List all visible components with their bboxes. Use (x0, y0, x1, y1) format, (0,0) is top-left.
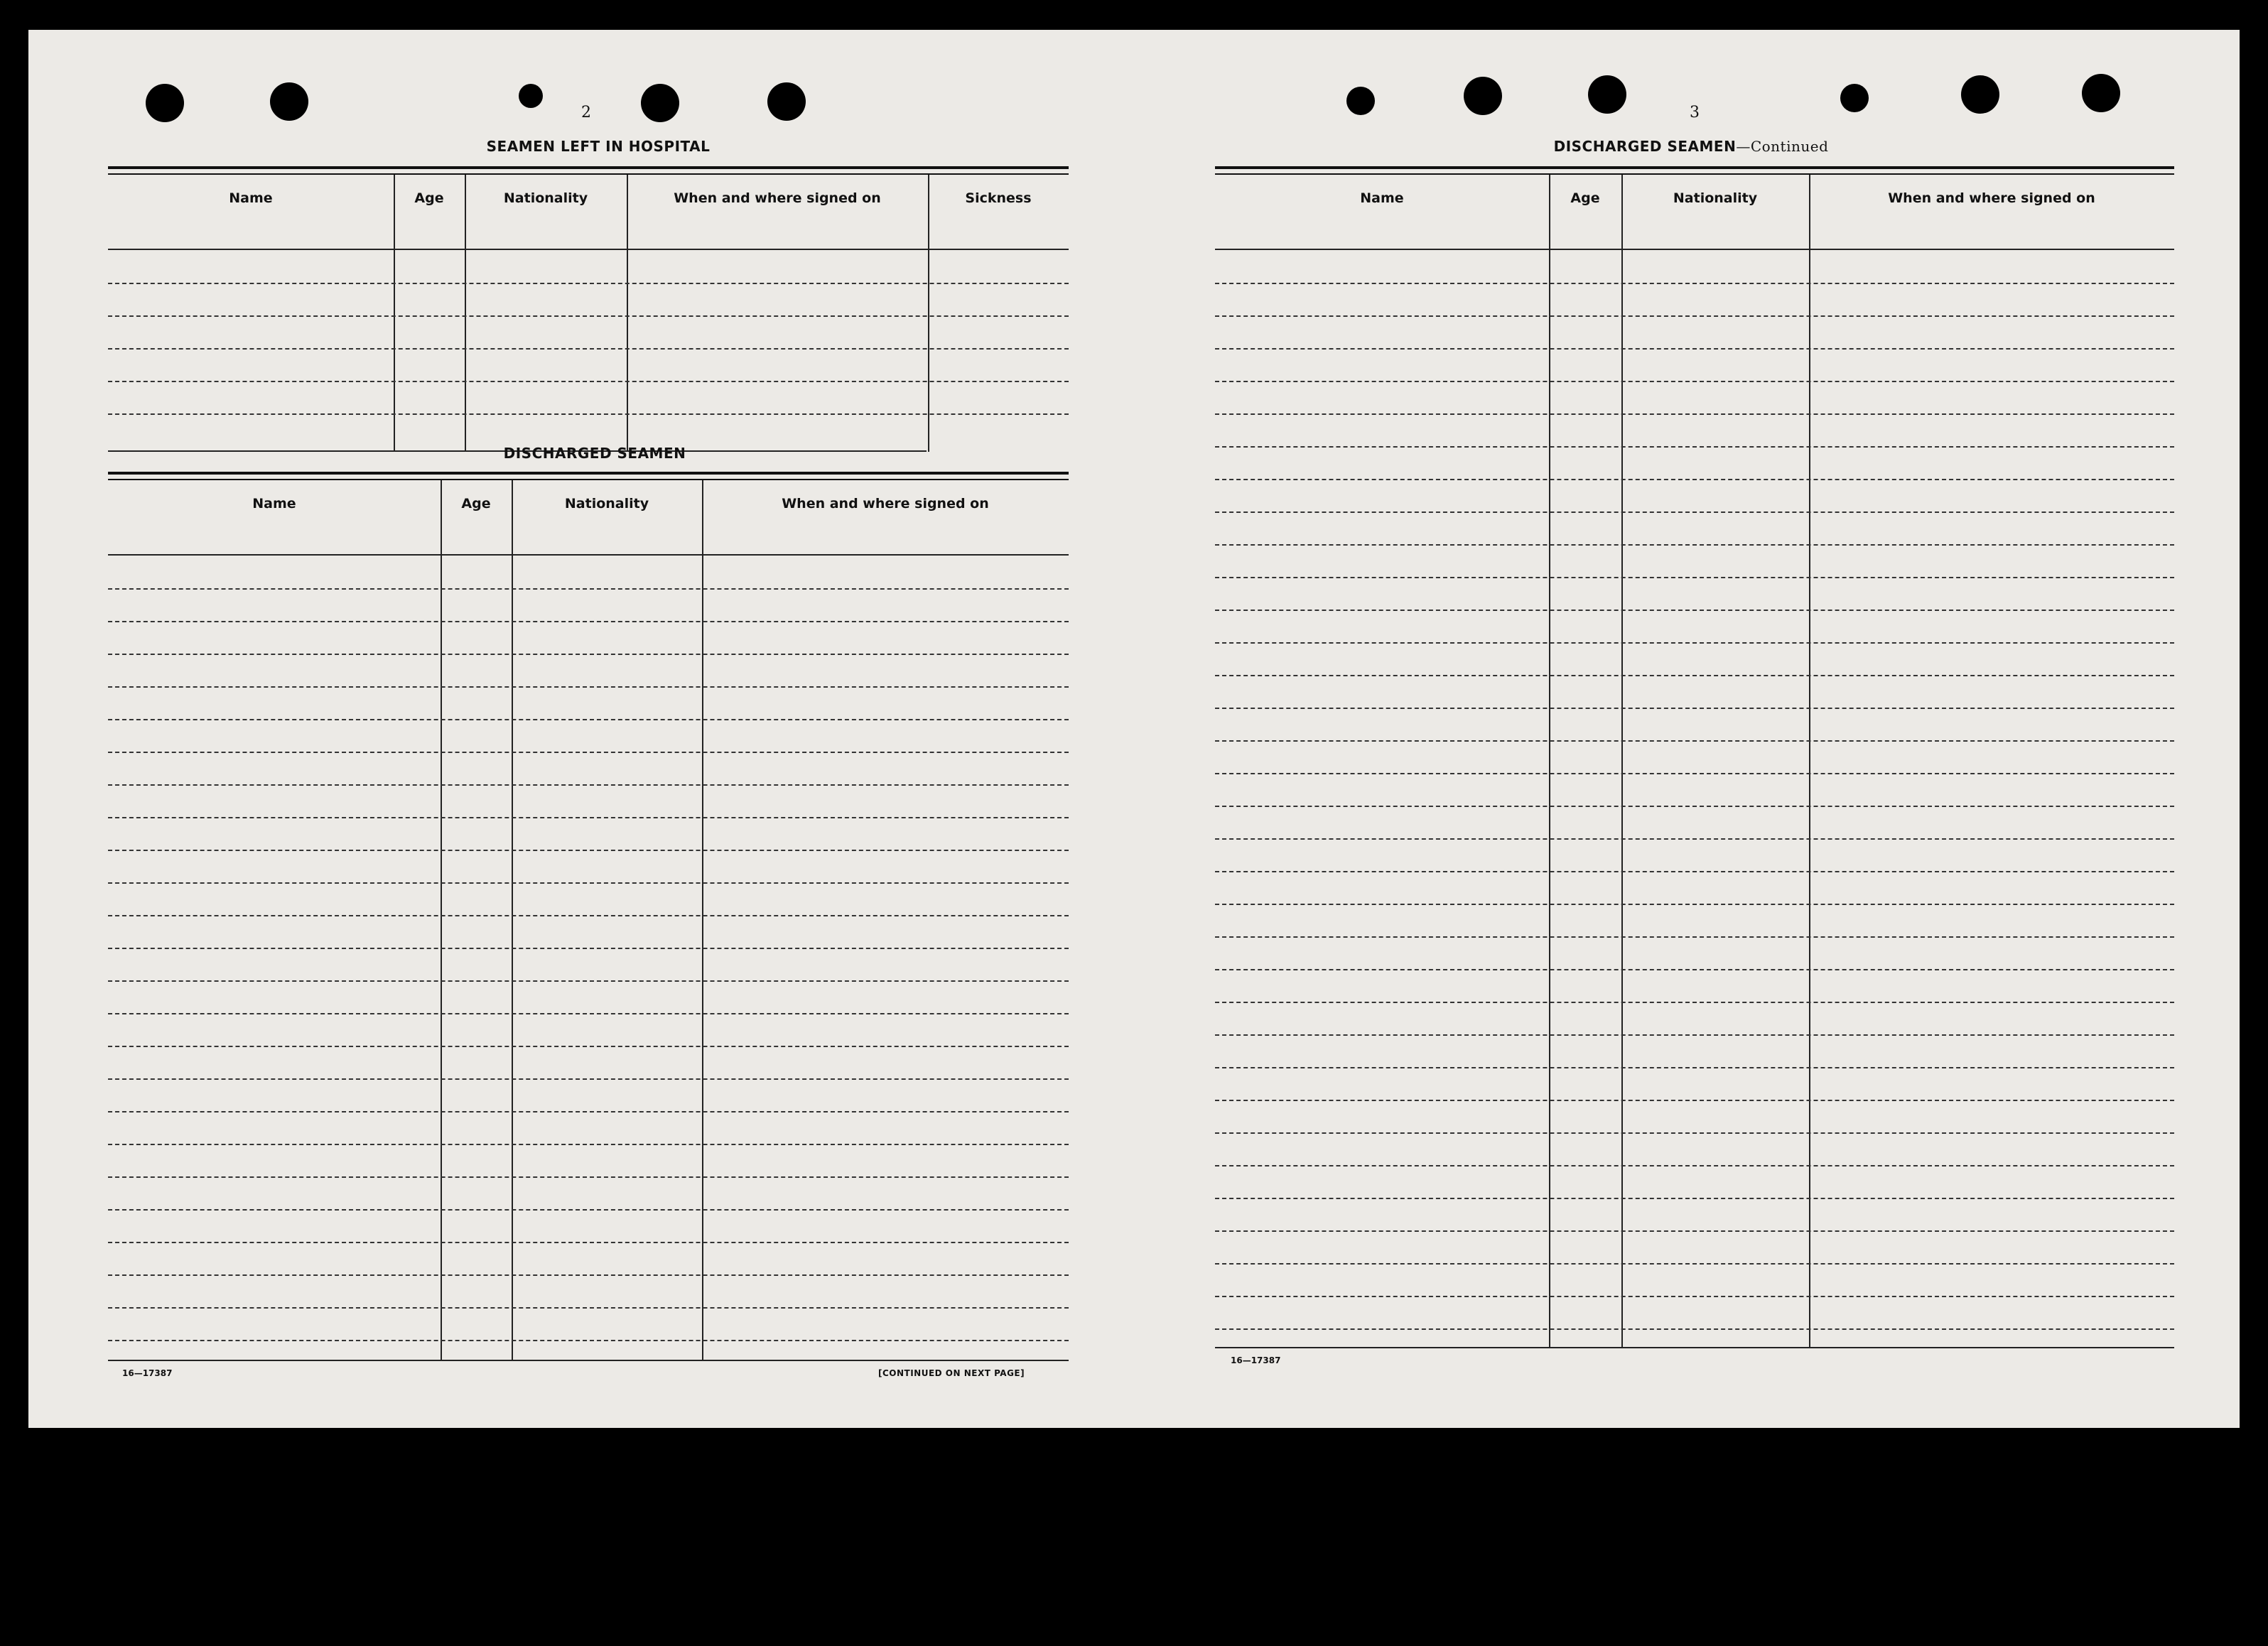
table-row-line (1215, 773, 2174, 774)
table-row-line (108, 621, 1069, 622)
table-row-line (1215, 740, 2174, 742)
table-row-line (108, 1274, 1069, 1276)
table-row-line (108, 817, 1069, 818)
table-row-line (108, 686, 1069, 688)
table-row-line (108, 1046, 1069, 1047)
table-row-line (1215, 642, 2174, 644)
table-row-line (1215, 708, 2174, 709)
table-row-line (1215, 511, 2174, 513)
table-row-line (108, 752, 1069, 753)
col-name: Name (229, 190, 273, 206)
table-row-line (108, 1340, 1069, 1341)
hospital-section-title: SEAMEN LEFT IN HOSPITAL (486, 138, 711, 155)
discharged-continued-title-main: DISCHARGED SEAMEN (1553, 138, 1737, 155)
punch-hole (1588, 75, 1626, 114)
table-row-line (1215, 381, 2174, 382)
discharged-section-title: DISCHARGED SEAMEN (503, 445, 686, 462)
table-row-line (1215, 1034, 2174, 1036)
table-row-line (1215, 283, 2174, 284)
continued-note: [CONTINUED ON NEXT PAGE] (878, 1368, 1025, 1378)
table-row-line (108, 1176, 1069, 1178)
punch-hole (1961, 75, 1999, 114)
page-number-right: 3 (1690, 104, 1700, 121)
punch-hole (767, 82, 806, 121)
form-code-right: 16—17387 (1231, 1355, 1281, 1365)
table-row-line (1215, 1230, 2174, 1232)
col-nationality: Nationality (503, 190, 588, 206)
col-sickness: Sickness (965, 190, 1032, 206)
table-row-line (108, 980, 1069, 982)
discharged-continued-title (1208, 138, 2174, 155)
document-sheet (28, 30, 2240, 1428)
table-row-line (1215, 936, 2174, 938)
punch-hole (641, 84, 679, 122)
punch-hole (519, 84, 543, 108)
table-row-line (1215, 1165, 2174, 1166)
col-age: Age (414, 190, 444, 206)
table-row-line (1215, 838, 2174, 840)
table-row-line (108, 719, 1069, 720)
table-row-line (1215, 348, 2174, 350)
table-row-line (1215, 1263, 2174, 1265)
table-row-line (1215, 969, 2174, 970)
table-row-line (108, 1111, 1069, 1112)
form-code-left: 16—17387 (122, 1368, 173, 1378)
table-row-line (1215, 904, 2174, 905)
punch-hole (2082, 74, 2120, 112)
punch-hole (146, 84, 184, 122)
discharged-table (108, 472, 1069, 1361)
table-row-line (1215, 577, 2174, 578)
table-row-line (1215, 675, 2174, 676)
table-row-line (108, 915, 1069, 916)
table-row-line (1215, 871, 2174, 872)
page-number-left: 2 (581, 104, 591, 121)
table-row-line (108, 948, 1069, 949)
table-row-line (1215, 1100, 2174, 1101)
punch-hole (1346, 87, 1375, 115)
table-row-line (108, 1078, 1069, 1080)
table-row-line (1215, 315, 2174, 317)
discharged-continued-suffix: —Continued (1736, 138, 1829, 155)
punch-hole (1840, 84, 1869, 112)
table-row-line (1215, 1296, 2174, 1297)
col-nationality: Nationality (1673, 190, 1758, 206)
table-row-line (1215, 610, 2174, 611)
table-row-line (108, 1242, 1069, 1243)
table-row-line (108, 784, 1069, 786)
hospital-table (108, 166, 1069, 452)
col-name: Name (252, 496, 296, 511)
col-age: Age (461, 496, 491, 511)
col-name: Name (1360, 190, 1404, 206)
table-row-line (1215, 413, 2174, 415)
col-age: Age (1570, 190, 1600, 206)
punch-hole (1464, 77, 1502, 115)
table-row-line (1215, 806, 2174, 807)
col-when-where: When and where signed on (674, 190, 881, 206)
col-nationality: Nationality (564, 496, 649, 511)
table-row-line (1215, 1198, 2174, 1199)
table-row-line (1215, 1002, 2174, 1003)
table-row-line (108, 882, 1069, 884)
table-row-line (108, 1209, 1069, 1211)
table-row-line (1215, 544, 2174, 546)
table-row-line (1215, 1067, 2174, 1068)
discharged-continued-table (1215, 166, 2174, 1348)
table-row-line (108, 654, 1069, 655)
table-row-line (108, 588, 1069, 590)
table-row-line (108, 850, 1069, 851)
col-when-where: When and where signed on (1888, 190, 2095, 206)
table-row-line (1215, 1328, 2174, 1330)
table-row-line (108, 1144, 1069, 1145)
table-row-line (1215, 1132, 2174, 1134)
table-row-line (108, 1013, 1069, 1014)
table-row-line (108, 1307, 1069, 1309)
punch-hole (270, 82, 308, 121)
table-row-line (1215, 446, 2174, 448)
table-row-line (1215, 479, 2174, 480)
col-when-where: When and where signed on (782, 496, 989, 511)
